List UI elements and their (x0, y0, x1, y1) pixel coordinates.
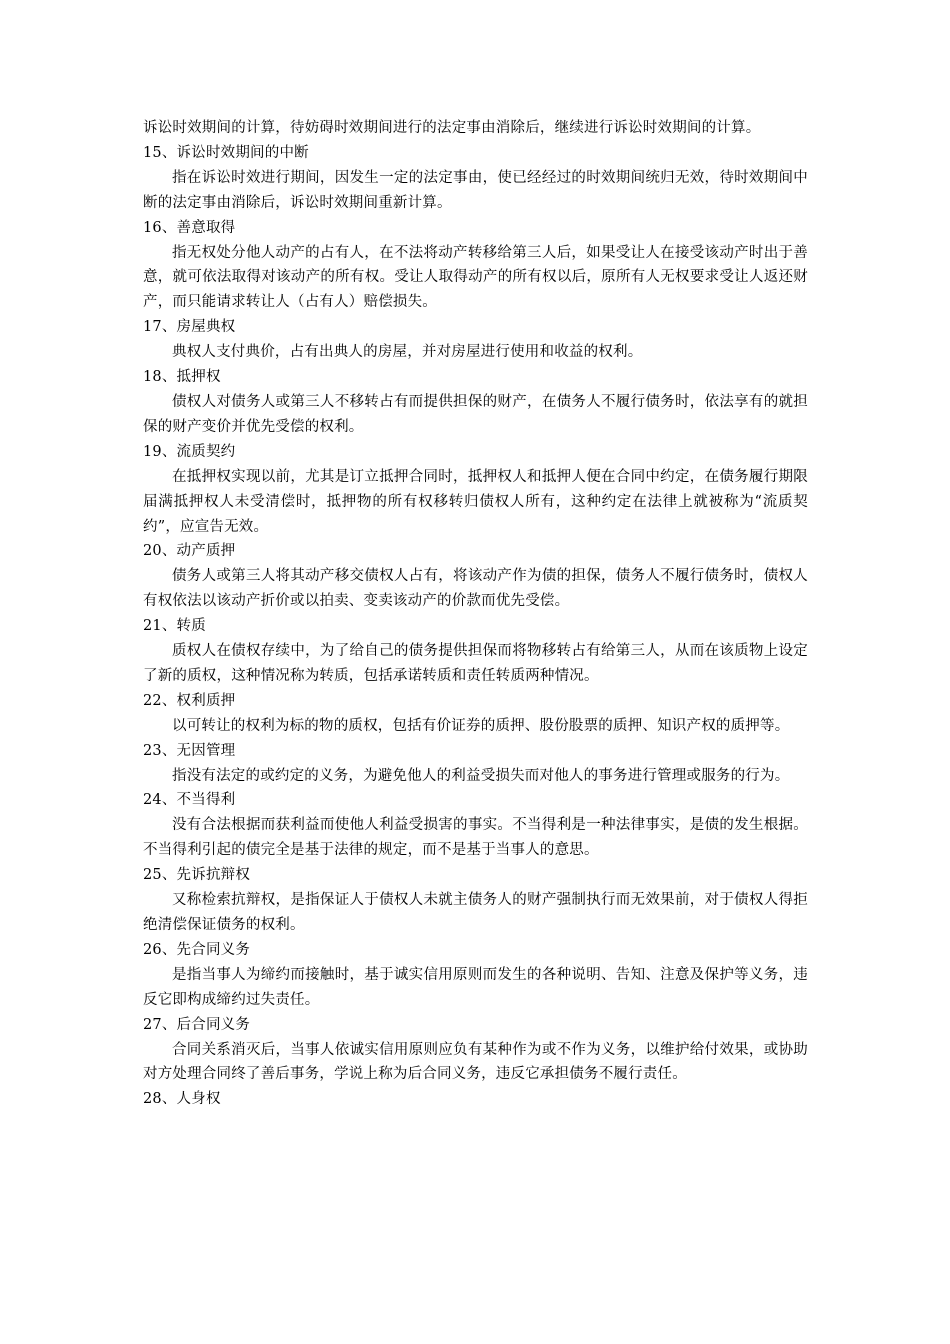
document-page (143, 116, 808, 1112)
entry-body: 指没有法定的或约定的义务，为避免他人的利益受损失而对他人的事务进行管理或服务的行为。 (172, 767, 790, 784)
entry-body: 指无权处分他人动产的占有人，在不法将动产转移给第三人后，如果受让人在接受该动产时出于善意，就可依法取得对该动产的所有权。受让人取得动产的所有权以后，原所有人无权要求受让人返还财产，而只能请求转让人（占有人）赔偿损失。 (143, 244, 808, 311)
entry-body: 是指当事人为缔约而接触时，基于诚实信用原则而发生的各种说明、告知、注意及保护等义务，违反它即构成缔约过失责任。 (143, 966, 808, 1008)
entry-heading: 16、善意取得 (143, 219, 236, 236)
entry-body: 合同关系消灭后，当事人依诚实信用原则应负有某种作为或不作为义务，以维护给付效果，或协助对方处理合同终了善后事务，学说上称为后合同义务，违反它承担债务不履行责任。 (143, 1041, 808, 1083)
entry-heading: 17、房屋典权 (143, 319, 236, 336)
entry-list (143, 141, 808, 1112)
entry-body: 没有合法根据而获利益而使他人利益受损害的事实。不当得利是一种法律事实，是债的发生根据。不当得利引起的债完全是基于法律的规定，而不是基于当事人的意思。 (143, 817, 808, 859)
entry-heading: 27、后合同义务 (143, 1016, 251, 1033)
entry-heading: 25、先诉抗辩权 (143, 867, 251, 884)
entry-heading: 24、不当得利 (143, 792, 236, 809)
entry-heading: 23、无因管理 (143, 742, 236, 759)
entry-body: 又称检索抗辩权，是指保证人于债权人未就主债务人的财产强制执行而无效果前，对于债权人得拒绝清偿保证债务的权利。 (143, 892, 808, 933)
entry-heading: 28、人身权 (143, 1091, 221, 1108)
entry-body: 典权人支付典价，占有出典人的房屋，并对房屋进行使用和收益的权利。 (172, 344, 643, 361)
entry-body: 债权人对债务人或第三人不移转占有而提供担保的财产，在债务人不履行债务时，依法享有的就担保的财产变价并优先受偿的权利。 (143, 393, 808, 435)
entry-body: 债务人或第三人将其动产移交债权人占有，将该动产作为债的担保，债务人不履行债务时，债权人有权依法以该动产折价或以拍卖、变卖该动产的价款而优先受偿。 (143, 568, 808, 610)
entry-body: 以可转让的权利为标的物的质权，包括有价证券的质押、股份股票的质押、知识产权的质押等。 (172, 717, 790, 734)
entry-heading: 26、先合同义务 (143, 941, 251, 958)
entry-heading: 21、转质 (143, 618, 206, 635)
entry-heading: 19、流质契约 (143, 443, 236, 460)
entry-heading: 18、抵押权 (143, 369, 221, 386)
entry-heading: 15、诉讼时效期间的中断 (143, 144, 309, 161)
entry-heading: 22、权利质押 (143, 692, 236, 709)
entry-body: 质权人在债权存续中，为了给自己的债务提供担保而将物移转占有给第三人，从而在该质物上设定了新的质权，这种情况称为转质，包括承诺转质和责任转质两种情况。 (143, 643, 808, 684)
entry-body: 指在诉讼时效进行期间，因发生一定的法定事由，使已经经过的时效期间统归无效，待时效期间中断的法定事由消除后，诉讼时效期间重新计算。 (143, 169, 808, 211)
intro-paragraph: 诉讼时效期间的计算，待妨碍时效期间进行的法定事由消除后，继续进行诉讼时效期间的计算。 (143, 120, 761, 136)
entry-body: 在抵押权实现以前，尤其是订立抵押合同时，抵押权人和抵押人便在合同中约定，在债务履行期限届满抵押权人未受清偿时，抵押物的所有权移转归债权人所有，这种约定在法律上就被称为“流质契约”，应宣告无效。 (143, 468, 808, 535)
entry-heading: 20、动产质押 (143, 543, 236, 560)
